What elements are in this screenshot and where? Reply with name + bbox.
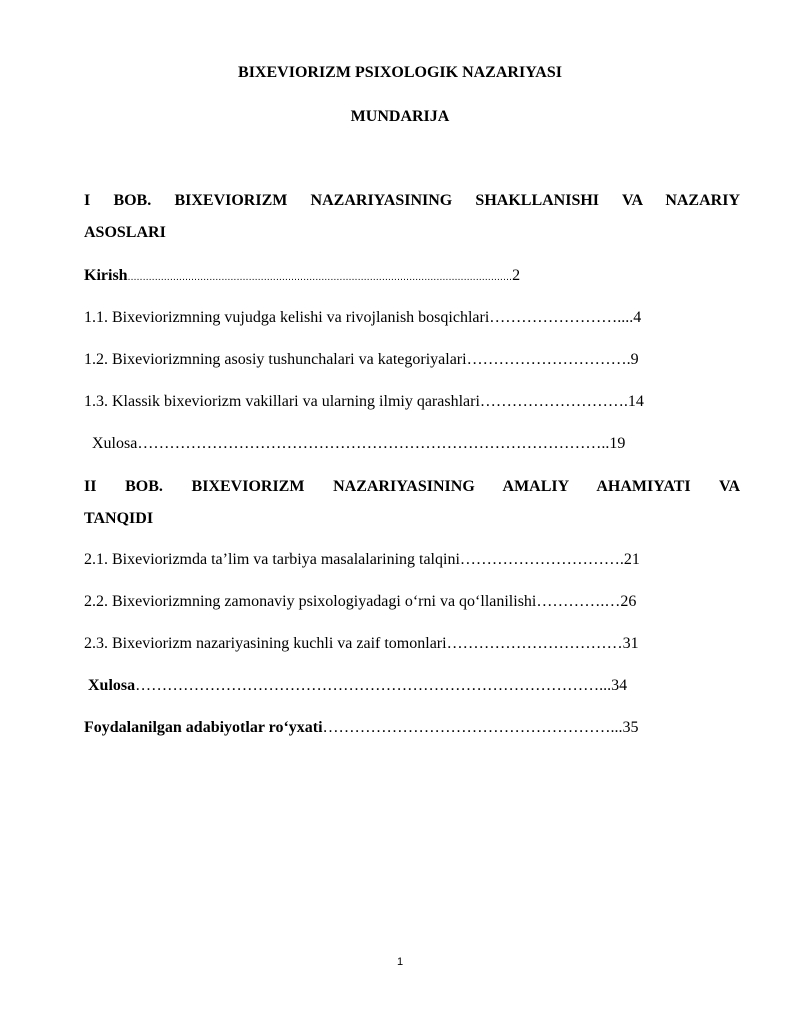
toc-entry-page: 34	[611, 677, 628, 694]
toc-entry-leader: ………………………….	[466, 351, 631, 368]
toc-entry-xulosa-1	[92, 434, 625, 454]
toc-entry-label: Foydalanilgan adabiyotlar ro‘yxati	[84, 719, 323, 736]
toc-entry-leader: ……………………………………………………………………………..	[137, 435, 610, 452]
toc-entry-leader: ……………………………	[446, 635, 623, 652]
toc-entry-page: 14	[627, 393, 644, 410]
toc-entry-references	[84, 718, 639, 738]
toc-entry-label: Xulosa	[88, 677, 136, 694]
toc-entry-1-3	[84, 392, 644, 412]
toc-entry-leader: ………….…	[536, 593, 621, 610]
chapter-2-heading-line2: TANQIDI	[84, 510, 154, 527]
document-title: BIXEVIORIZM PSIXOLOGIK NAZARIYASI	[238, 64, 562, 81]
toc-entry-2-1	[84, 550, 640, 570]
toc-entry-label: 2.2. Bixeviorizmning zamonaviy psixologiyadagi o‘rni va qo‘llanilishi	[84, 593, 537, 610]
toc-entry-label: 2.1. Bixeviorizmda ta’lim va tarbiya masalalarining talqini	[84, 551, 460, 568]
toc-entry-label: 2.3. Bixeviorizm nazariyasining kuchli va zaif tomonlari	[84, 635, 447, 652]
chapter-1-heading	[84, 185, 740, 249]
toc-entry-1-2	[84, 350, 639, 370]
page-number: 1	[396, 956, 404, 968]
toc-entry-label: 1.1. Bixeviorizmning vujudga kelishi va rivojlanish bosqichlari	[84, 309, 490, 326]
toc-entry-leader: ...............................................................................................................................	[127, 272, 513, 283]
chapter-2-heading	[84, 471, 740, 535]
toc-entry-leader: ……………………………………………………………………………...	[135, 677, 612, 694]
toc-entry-kirish	[84, 266, 520, 288]
toc-entry-page: 31	[622, 635, 639, 652]
toc-entry-leader: ……………………....	[489, 309, 634, 326]
toc-entry-2-3	[84, 634, 639, 654]
toc-entry-1-1	[84, 308, 641, 328]
toc-entry-leader: ………………………….	[459, 551, 624, 568]
toc-entry-page: 2	[512, 267, 521, 284]
toc-heading: MUNDARIJA	[350, 108, 450, 125]
toc-entry-label: 1.3. Klassik bixeviorizm vakillari va ularning ilmiy qarashlari	[84, 393, 480, 410]
toc-entry-label: 1.2. Bixeviorizmning asosiy tushunchalari va kategoriyalari	[84, 351, 467, 368]
chapter-2-heading-line1: II BOB. BIXEVIORIZM NAZARIYASINING AMALIY AHAMIYATI VA	[84, 478, 740, 495]
toc-entry-leader: ……………………….	[479, 393, 628, 410]
chapter-1-heading-line2: ASOSLARI	[84, 224, 166, 241]
toc-entry-page: 9	[630, 351, 639, 368]
toc-entry-leader: ………………………………………………...	[322, 719, 623, 736]
toc-entry-2-2	[84, 592, 636, 612]
toc-entry-label: Kirish	[84, 267, 128, 284]
toc-entry-page: 19	[609, 435, 626, 452]
chapter-1-heading-line1: I BOB. BIXEVIORIZM NAZARIYASINING SHAKLLANISHI VA NAZARIY	[84, 192, 740, 209]
toc-entry-page: 21	[623, 551, 640, 568]
toc-entry-label: Xulosa	[92, 435, 138, 452]
toc-entry-page: 4	[633, 309, 642, 326]
toc-entry-page: 35	[622, 719, 639, 736]
toc-entry-xulosa-2	[88, 676, 627, 696]
toc-entry-page: 26	[620, 593, 637, 610]
